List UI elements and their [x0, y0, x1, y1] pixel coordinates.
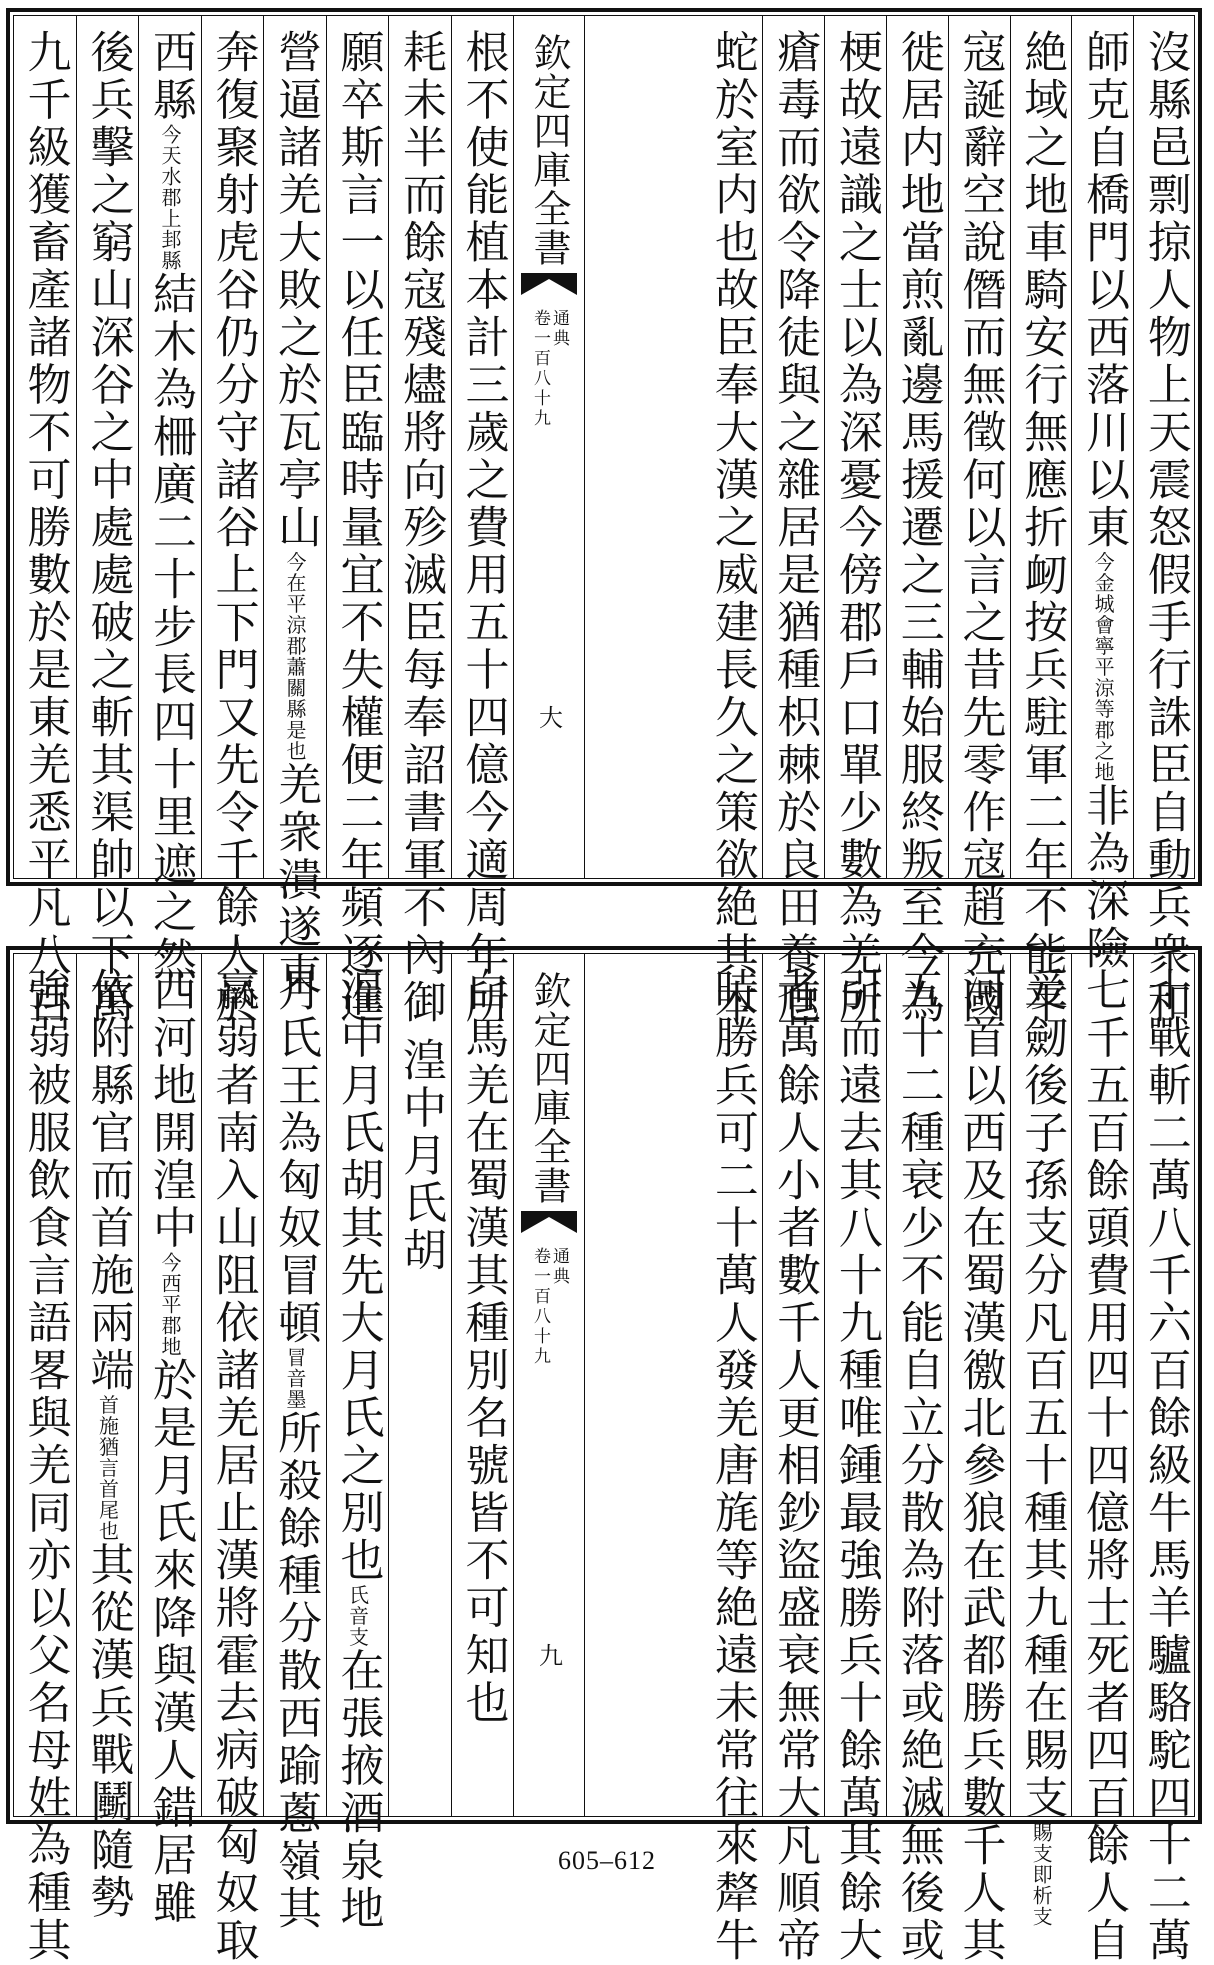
- banxin-title: 欽定四庫全書: [527, 971, 571, 1205]
- text-line: [19, 29, 70, 1027]
- main-text: 引而遠去其八十九種唯鍾最強勝兵十餘萬其餘大: [830, 967, 882, 1965]
- main-text: 者萬餘人小者數千人更相鈔盜盛衰無常大凡順帝: [769, 967, 821, 1965]
- main-text: 依附縣官而首施兩端: [82, 967, 134, 1395]
- text-column: [326, 15, 389, 1027]
- text-line: [892, 967, 943, 1965]
- banxin-book: 通典: [549, 309, 569, 349]
- text-line: [769, 29, 820, 1027]
- bottom-left-text: [13, 953, 513, 1965]
- main-text: 結木為柵廣二十步長四十里遮之然: [145, 271, 197, 984]
- text-line: [1139, 967, 1190, 1965]
- main-text: 所殺餘種分散西踰蔥嶺其: [270, 1410, 322, 1933]
- banxin-title: 欽定四庫全書: [527, 33, 571, 267]
- banxin-meta: [531, 1247, 567, 1367]
- main-text: 於是月氏來降與漢人錯居雖: [145, 1357, 197, 1927]
- text-line: [82, 29, 133, 1027]
- fishtail-mark: [521, 273, 577, 295]
- main-text: 月氏王為匈奴冒頓: [270, 967, 322, 1347]
- text-column: [701, 953, 763, 1965]
- text-column: [201, 15, 264, 1027]
- text-column: [138, 15, 201, 984]
- text-column: [886, 15, 948, 1027]
- text-column: [948, 953, 1010, 1965]
- text-line: [207, 29, 258, 1027]
- main-text: 非為深險: [1078, 782, 1130, 973]
- text-line: [82, 967, 133, 1922]
- text-column: [1071, 15, 1133, 973]
- main-text: 耗未半而餘寇殘燼將向殄滅臣每奉詔書軍不內御: [395, 29, 447, 1027]
- annotation-note: 今在平涼郡蕭關縣是也: [283, 551, 308, 762]
- top-banxin: [513, 15, 585, 879]
- text-column: [201, 953, 264, 1965]
- text-column: [13, 15, 76, 1027]
- top-page: [6, 8, 1202, 1027]
- annotation-note: 今西平郡地: [158, 1252, 183, 1357]
- annotation-note: 今天水郡上邽縣: [158, 124, 183, 271]
- text-line: [706, 29, 757, 1027]
- main-text: 七千五百餘頭費用四十四億將士死者四百餘人自: [1078, 967, 1130, 1965]
- folio-number: 大: [534, 705, 563, 729]
- main-text: 願卒斯言一以任臣臨時量宜不失權便二年頻逐進: [332, 29, 384, 1027]
- main-text: 羌衆潰遂東: [270, 761, 322, 999]
- text-column: [263, 15, 326, 999]
- text-line: [1078, 967, 1129, 1965]
- main-text: 根不使能植本計三歲之費用五十四億今適周年所: [457, 29, 509, 1027]
- annotation-note: 氏音支: [345, 1584, 370, 1648]
- text-column: [138, 953, 201, 1927]
- text-column: [824, 953, 886, 1965]
- text-line: [954, 967, 1005, 1965]
- main-text: 西縣: [145, 29, 197, 124]
- main-text: 蛇於室内也故臣奉大漢之威建長久之策欲絶其本: [706, 29, 758, 1027]
- main-text: 其從漢兵戰鬭隨勢: [82, 1541, 134, 1922]
- text-column: [1010, 953, 1072, 1927]
- text-column: [263, 953, 326, 1933]
- page-range-footer: 605–612: [558, 1846, 656, 1875]
- main-text: 河首以西及在蜀漢徼北參狼在武都勝兵數千人其: [954, 967, 1006, 1965]
- main-text: 白馬羌在蜀漢其種別名號皆不可知也: [457, 967, 509, 1727]
- main-text: 梗故遠識之士以為深憂今傍郡戶口單少數為羌所: [830, 29, 882, 1027]
- main-text: 在張掖酒泉地: [332, 1647, 384, 1933]
- main-text: 湟中月氏胡: [395, 1037, 447, 1275]
- text-line: [332, 967, 383, 1933]
- annotation-note: 今金城會寧平涼等郡之地: [1091, 551, 1116, 783]
- text-column: [1133, 15, 1195, 1027]
- banxin-volume: 卷一百八十九: [530, 309, 550, 429]
- text-line: [769, 967, 820, 1965]
- text-column: [1071, 953, 1133, 1965]
- text-line: [457, 29, 508, 1027]
- main-text: 西河地開湟中: [145, 967, 197, 1252]
- main-text: 營逼諸羌大敗之於瓦亭山: [270, 29, 322, 552]
- text-line: [207, 967, 258, 1965]
- text-column: [326, 953, 389, 1933]
- text-line: [706, 967, 757, 1965]
- text-line: [1016, 29, 1067, 1027]
- text-line: [19, 967, 70, 1965]
- annotation-note: 首施猶言首尾也: [95, 1394, 120, 1542]
- text-column: [13, 953, 76, 1965]
- fishtail-mark: [521, 1211, 577, 1233]
- text-line: [830, 29, 881, 1027]
- text-column: [762, 953, 824, 1965]
- banxin-book: 通典: [549, 1247, 569, 1287]
- top-left-text: [13, 15, 513, 1027]
- top-right-text: [577, 15, 1195, 1027]
- text-line: [1078, 29, 1129, 973]
- text-column: [388, 953, 451, 1817]
- text-column: [76, 15, 139, 1027]
- text-column: [76, 953, 139, 1922]
- main-text: 時勝兵可二十萬人發羌唐旄等絶遠未常往來犛牛: [706, 967, 758, 1965]
- text-column: [388, 15, 451, 1027]
- main-text: 奔復聚射虎谷仍分守諸谷上下門又先令千餘人於: [207, 29, 259, 1027]
- main-text: 沒縣邑剽掠人物上天震怒假手行誅臣自動兵衆和: [1139, 29, 1191, 1027]
- text-line: [269, 967, 320, 1933]
- text-line: [1139, 29, 1190, 1027]
- text-column: [451, 15, 514, 1027]
- main-text: 羸弱者南入山阻依諸羌居止漢將霍去病破匈奴取: [207, 967, 259, 1965]
- text-column: [824, 15, 886, 1027]
- text-column: [762, 15, 824, 1027]
- main-text: 絶域之地車騎安行無應折衂按兵駐軍二年不能平: [1016, 29, 1068, 1027]
- main-text: 師克自橋門以西落川以東: [1078, 29, 1130, 552]
- text-line: [269, 29, 320, 999]
- main-text: 十戰斬二萬八千六百餘級牛馬羊驢駱駝四十二萬: [1139, 967, 1191, 1965]
- main-text: 湟中月氏胡其先大月氏之別也: [332, 967, 384, 1585]
- text-column: [948, 15, 1010, 1027]
- folio-number: 九: [534, 1643, 563, 1667]
- text-column: [886, 953, 948, 1965]
- text-line: [457, 967, 508, 1727]
- text-line: [954, 29, 1005, 1027]
- main-text: 強弱被服飲食言語畧與羌同亦以父名母姓為種其: [19, 967, 71, 1965]
- text-column: [451, 953, 514, 1817]
- text-line: [830, 967, 881, 1965]
- main-text: 後兵擊之窮山深谷之中處處破之斬其渠帥以下萬: [82, 29, 134, 1027]
- main-text: 九千級獲畜產諸物不可勝數於是東羌悉平凡八百: [19, 29, 71, 1027]
- text-line: [144, 967, 195, 1927]
- text-line: [394, 29, 445, 1027]
- bottom-banxin: [513, 953, 585, 1817]
- main-text: 徙居内地當煎亂邊馬援遷之三輔始服終叛至今為: [892, 29, 944, 1027]
- annotation-note: 賜支即析支: [1029, 1822, 1054, 1927]
- annotation-note: 冒音墨: [283, 1347, 308, 1410]
- text-line: [332, 29, 383, 1027]
- text-line: [892, 29, 943, 1027]
- main-text: 寇誕辭空說僭而無徵何以言之昔先零作寇趙充國: [954, 29, 1006, 1027]
- text-line: [1016, 967, 1067, 1927]
- section-heading: [394, 1037, 445, 1275]
- text-column: [701, 15, 763, 1027]
- text-column: [1133, 953, 1195, 1965]
- main-text: 五十二種衰少不能自立分散為附落或絶滅無後或: [892, 967, 944, 1965]
- text-line: [144, 29, 195, 984]
- banxin-volume: 卷一百八十九: [530, 1247, 550, 1367]
- main-text: 爰劒後子孫支分凡百五十種其九種在賜支: [1016, 967, 1068, 1822]
- text-column: [1010, 15, 1072, 1027]
- main-text: 瘡毒而欲令降徒與之雜居是猶種枳棘於良田養虺: [769, 29, 821, 1027]
- banxin-meta: [531, 309, 567, 429]
